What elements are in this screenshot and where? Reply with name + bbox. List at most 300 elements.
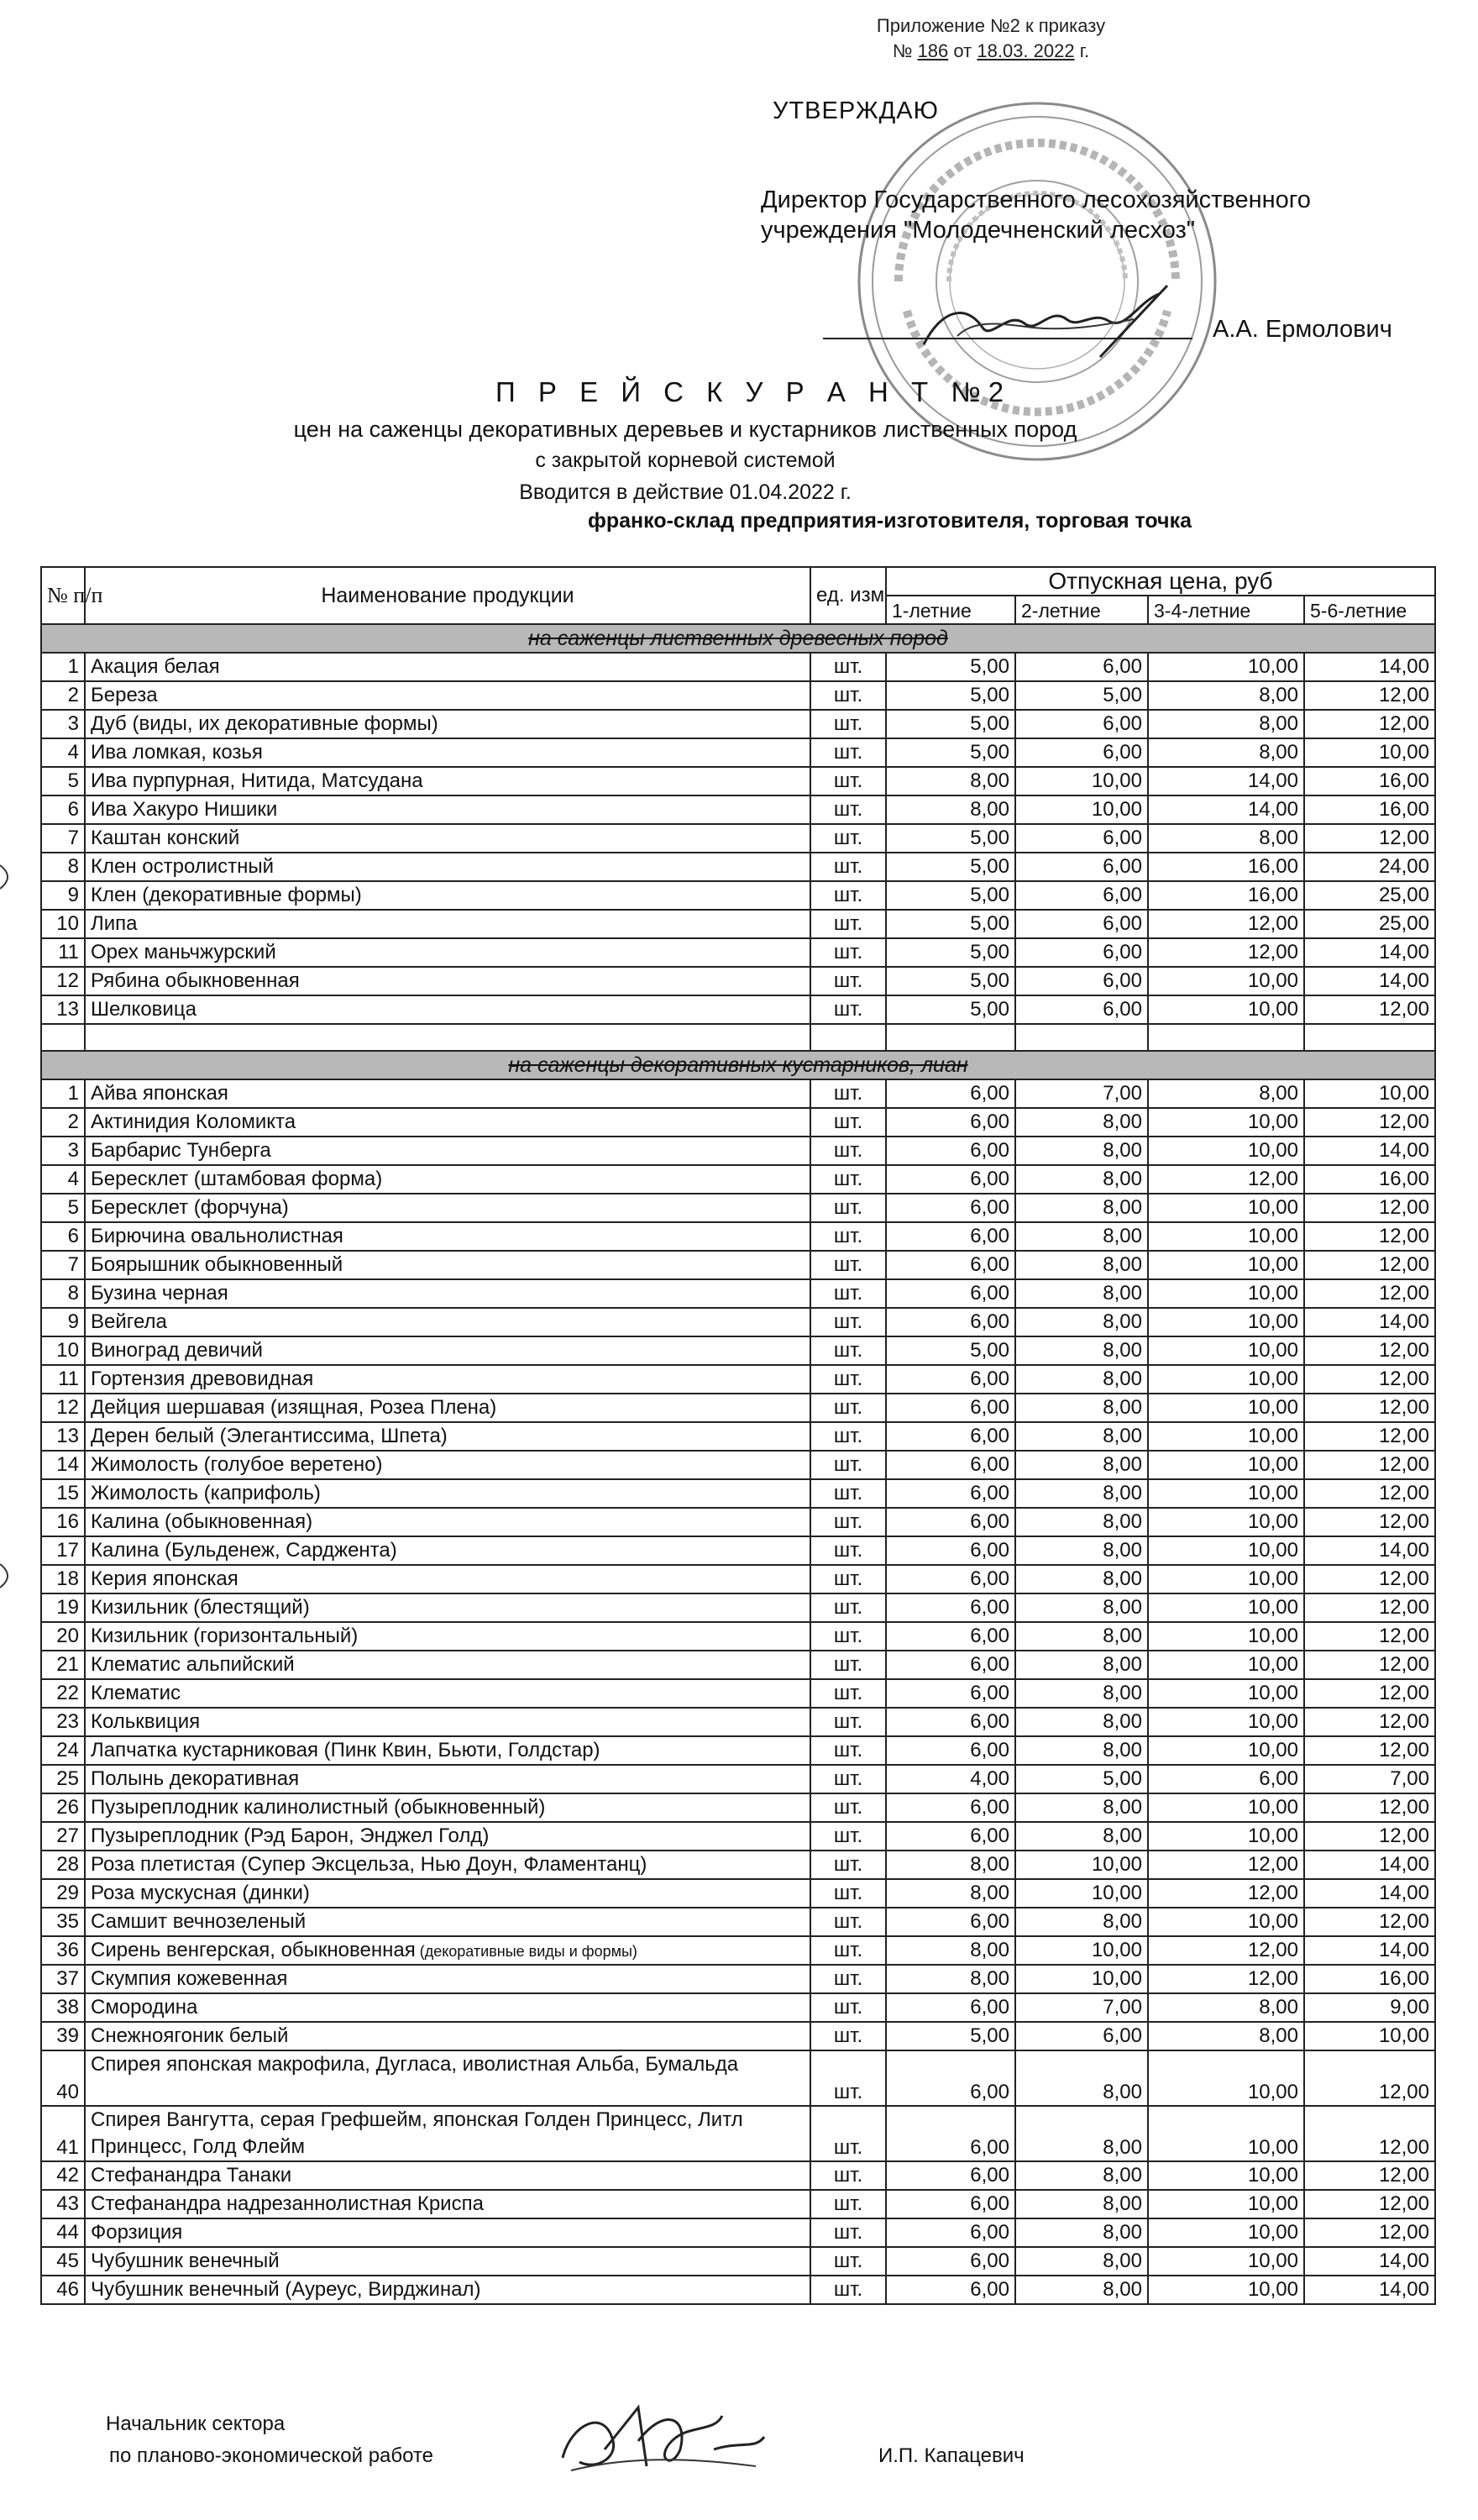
price-5-6-year: 12,00 [1304,1908,1435,1936]
price-1-year: 6,00 [886,1165,1015,1194]
price-1-year: 8,00 [886,1936,1015,1965]
table-row [41,1965,1435,1993]
row-number: 38 [41,1993,85,2022]
product-name: Дуб (виды, их декоративные формы) [85,710,810,738]
unit: шт. [810,1422,886,1451]
table-row [41,710,1435,738]
product-name: Пузыреплодник калинолистный (обыкновенный) [85,1793,810,1822]
product-name: Стефанандра Танаки [85,2161,810,2190]
table-row [41,1736,1435,1765]
price-5-6-year: 12,00 [1304,2161,1435,2190]
product-name: Чубушник венечный (Ауреус, Вирджинал) [85,2276,810,2304]
price-1-year: 6,00 [886,1079,1015,1108]
unit: шт. [810,1936,886,1965]
table-row [41,824,1435,853]
product-name: Вейгела [85,1308,810,1336]
price-5-6-year: 12,00 [1304,1822,1435,1851]
price-5-6-year: 12,00 [1304,1279,1435,1308]
price-3-4-year: 10,00 [1148,1708,1304,1736]
price-2-year: 8,00 [1015,1793,1148,1822]
price-5-6-year: 12,00 [1304,1679,1435,1708]
price-1-year: 4,00 [886,1765,1015,1793]
row-number: 3 [41,1137,85,1165]
appendix-line1: Приложение №2 к приказу [876,15,1106,36]
product-name: Чубушник венечный [85,2247,810,2276]
section-heading-trees: на саженцы лиственных древесных пород [41,624,1435,653]
price-1-year: 6,00 [886,1679,1015,1708]
price-1-year: 6,00 [886,1108,1015,1137]
product-name: Сирень венгерская, обыкновенная (декоративные виды и формы) [85,1936,810,1965]
section-heading-shrubs: на саженцы декоративных кустарников, лиан [41,1051,1435,1079]
product-note: (декоративные виды и формы) [415,1942,637,1960]
price-2-year: 8,00 [1015,1822,1148,1851]
price-1-year: 6,00 [886,1993,1015,2022]
row-number: 25 [41,1765,85,1793]
price-1-year: 6,00 [886,2161,1015,2190]
row-number: 16 [41,1508,85,1536]
table-row [41,2022,1435,2050]
row-number: 18 [41,1565,85,1593]
price-2-year: 8,00 [1015,1308,1148,1336]
price-2-year: 7,00 [1015,1079,1148,1108]
product-name: Дейция шершавая (изящная, Розеа Плена) [85,1394,810,1422]
unit: шт. [810,1079,886,1108]
unit: шт. [810,2106,886,2161]
price-3-4-year: 10,00 [1148,995,1304,1024]
row-number: 44 [41,2218,85,2247]
unit: шт. [810,967,886,995]
table-row [41,1879,1435,1908]
price-1-year: 6,00 [886,1593,1015,1622]
row-number: 43 [41,2190,85,2218]
table-row [41,1765,1435,1793]
footer-name: И.П. Капацевич [878,2444,1025,2467]
price-1-year: 5,00 [886,910,1015,938]
price-5-6-year: 16,00 [1304,1965,1435,1993]
appendix-line2 [840,39,1142,64]
price-5-6-year: 16,00 [1304,795,1435,824]
price-1-year: 6,00 [886,1479,1015,1508]
price-5-6-year: 12,00 [1304,1793,1435,1822]
column-header-name: Наименование продукции [85,567,810,624]
signature-line [823,338,1192,339]
table-row [41,1593,1435,1622]
price-1-year: 6,00 [886,1137,1015,1165]
price-5-6-year: 12,00 [1304,710,1435,738]
appendix-number: 186 [917,40,949,61]
product-name: Актинидия Коломикта [85,1108,810,1137]
price-1-year: 5,00 [886,738,1015,767]
column-header-year: 2-летние [1015,596,1148,624]
price-3-4-year: 8,00 [1148,824,1304,853]
unit: шт. [810,1451,886,1479]
product-name: Спирея Вангутта, серая Грефшейм, японская Голден Принцесс, Литл Принцесс, Голд Флейм [85,2106,810,2161]
price-1-year: 5,00 [886,881,1015,910]
unit: шт. [810,1765,886,1793]
price-1-year: 6,00 [886,1194,1015,1222]
price-3-4-year: 6,00 [1148,1765,1304,1793]
product-name: Дерен белый (Элегантиссима, Шпета) [85,1422,810,1451]
price-1-year: 5,00 [886,710,1015,738]
product-name: Спирея японская макрофила, Дугласа, иволистная Альба, Бумальда [85,2050,810,2106]
product-name: Береза [85,681,810,710]
table-row [41,1936,1435,1965]
unit: шт. [810,853,886,881]
table-row [41,881,1435,910]
product-name: Роза плетистая (Супер Эксцельза, Нью Доун, Фламентанц) [85,1851,810,1879]
unit: шт. [810,1222,886,1251]
row-number: 10 [41,910,85,938]
column-header-unit: ед. изм [810,567,886,624]
price-3-4-year: 10,00 [1148,1365,1304,1394]
row-number: 1 [41,653,85,681]
price-1-year: 6,00 [886,1308,1015,1336]
row-number: 2 [41,681,85,710]
row-number: 12 [41,967,85,995]
price-3-4-year: 10,00 [1148,1565,1304,1593]
price-1-year: 6,00 [886,2106,1015,2161]
unit: шт. [810,1708,886,1736]
price-2-year: 6,00 [1015,967,1148,995]
row-number: 20 [41,1622,85,1651]
price-2-year: 8,00 [1015,1108,1148,1137]
document-title: П Р Е Й С К У Р А Н Т №2 [495,376,1012,407]
price-5-6-year: 10,00 [1304,1079,1435,1108]
price-2-year: 8,00 [1015,1365,1148,1394]
price-3-4-year: 10,00 [1148,1508,1304,1536]
price-1-year: 6,00 [886,1536,1015,1565]
price-2-year: 7,00 [1015,1993,1148,2022]
product-name: Смородина [85,1993,810,2022]
product-name: Ива ломкая, козья [85,738,810,767]
price-table [40,566,1436,2305]
unit: шт. [810,1993,886,2022]
row-number: 5 [41,767,85,795]
table-row [41,2190,1435,2218]
table-row [41,938,1435,967]
product-name: Орех маньчжурский [85,938,810,967]
product-name: Гортензия древовидная [85,1365,810,1394]
price-3-4-year: 14,00 [1148,795,1304,824]
price-1-year: 8,00 [886,795,1015,824]
price-5-6-year: 14,00 [1304,2276,1435,2304]
price-5-6-year: 24,00 [1304,853,1435,881]
scan-edge-mark [0,1561,20,1591]
row-number: 41 [41,2106,85,2161]
price-2-year: 8,00 [1015,1394,1148,1422]
footer-position-line1: Начальник сектора [106,2412,286,2435]
effective-date: Вводится в действие 01.04.2022 г. [519,480,852,504]
table-row [41,1793,1435,1822]
price-3-4-year: 10,00 [1148,1108,1304,1137]
product-name: Ива пурпурная, Нитида, Матсудана [85,767,810,795]
price-5-6-year: 12,00 [1304,1451,1435,1479]
row-number: 35 [41,1908,85,1936]
unit: шт. [810,1336,886,1365]
row-number: 9 [41,1308,85,1336]
row-number: 2 [41,1108,85,1137]
unit: шт. [810,1394,886,1422]
price-1-year: 6,00 [886,1908,1015,1936]
price-2-year: 8,00 [1015,2050,1148,2106]
unit: шт. [810,738,886,767]
price-5-6-year: 12,00 [1304,1651,1435,1679]
table-row [41,2161,1435,2190]
price-1-year: 5,00 [886,2022,1015,2050]
row-number: 4 [41,738,85,767]
price-1-year: 8,00 [886,1851,1015,1879]
price-1-year: 5,00 [886,1336,1015,1365]
price-3-4-year: 10,00 [1148,1622,1304,1651]
price-2-year: 8,00 [1015,1422,1148,1451]
unit: шт. [810,824,886,853]
row-number: 29 [41,1879,85,1908]
unit: шт. [810,767,886,795]
price-5-6-year: 12,00 [1304,1108,1435,1137]
table-row [41,1479,1435,1508]
approver-position-line2: учреждения "Молодечненский лесхоз" [761,217,1196,244]
price-2-year: 10,00 [1015,1965,1148,1993]
price-3-4-year: 10,00 [1148,1279,1304,1308]
price-1-year: 5,00 [886,967,1015,995]
appendix-date: 18.03. 2022 [977,40,1075,61]
unit: шт. [810,653,886,681]
row-number: 40 [41,2050,85,2106]
row-number: 8 [41,1279,85,1308]
product-name: Калина (обыкновенная) [85,1508,810,1536]
price-5-6-year: 12,00 [1304,1736,1435,1765]
footer-position-line2: по планово-экономической работе [109,2444,434,2467]
price-1-year: 6,00 [886,2218,1015,2247]
price-2-year: 8,00 [1015,2247,1148,2276]
price-1-year: 6,00 [886,1451,1015,1479]
unit: шт. [810,2161,886,2190]
row-number: 42 [41,2161,85,2190]
delivery-terms: франко-склад предприятия-изготовителя, торговая точка [588,509,1192,533]
price-3-4-year: 10,00 [1148,1793,1304,1822]
unit: шт. [810,1279,886,1308]
price-2-year: 8,00 [1015,1336,1148,1365]
unit: шт. [810,1536,886,1565]
product-name: Бересклет (форчуна) [85,1194,810,1222]
price-3-4-year: 10,00 [1148,2276,1304,2304]
price-2-year: 8,00 [1015,1451,1148,1479]
price-1-year: 5,00 [886,938,1015,967]
product-name: Клен остролистный [85,853,810,881]
table-row [41,1851,1435,1879]
price-3-4-year: 12,00 [1148,1851,1304,1879]
price-5-6-year: 14,00 [1304,938,1435,967]
price-5-6-year: 10,00 [1304,738,1435,767]
price-2-year: 8,00 [1015,1194,1148,1222]
price-1-year: 5,00 [886,653,1015,681]
row-number: 17 [41,1536,85,1565]
row-number: 36 [41,1936,85,1965]
column-header-year: 1-летние [886,596,1015,624]
price-2-year: 10,00 [1015,767,1148,795]
price-5-6-year: 12,00 [1304,2218,1435,2247]
price-5-6-year: 12,00 [1304,1708,1435,1736]
product-name: Клен (декоративные формы) [85,881,810,910]
product-name: Бузина черная [85,1279,810,1308]
table-row [41,1137,1435,1165]
price-5-6-year: 12,00 [1304,1251,1435,1279]
price-5-6-year: 12,00 [1304,1194,1435,1222]
unit: шт. [810,1508,886,1536]
unit: шт. [810,1908,886,1936]
product-name: Боярышник обыкновенный [85,1251,810,1279]
price-2-year: 8,00 [1015,1736,1148,1765]
table-row [41,1622,1435,1651]
price-1-year: 6,00 [886,1736,1015,1765]
price-3-4-year: 10,00 [1148,2190,1304,2218]
unit: шт. [810,1137,886,1165]
price-1-year: 6,00 [886,2050,1015,2106]
unit: шт. [810,1165,886,1194]
table-row [41,995,1435,1024]
price-5-6-year: 12,00 [1304,1479,1435,1508]
price-5-6-year: 16,00 [1304,767,1435,795]
unit: шт. [810,1308,886,1336]
section-heading-row [41,1051,1435,1079]
price-5-6-year: 12,00 [1304,2190,1435,2218]
product-name: Липа [85,910,810,938]
price-3-4-year: 10,00 [1148,1736,1304,1765]
unit: шт. [810,1879,886,1908]
unit: шт. [810,1793,886,1822]
unit: шт. [810,1108,886,1137]
price-3-4-year: 10,00 [1148,2050,1304,2106]
economist-signature [546,2391,781,2483]
table-row [41,1822,1435,1851]
unit: шт. [810,1365,886,1394]
unit: шт. [810,710,886,738]
empty-row [41,1024,1435,1051]
table-row [41,2247,1435,2276]
price-5-6-year: 12,00 [1304,2050,1435,2106]
column-header-year: 3-4-летние [1148,596,1304,624]
price-2-year: 10,00 [1015,1936,1148,1965]
price-5-6-year: 14,00 [1304,653,1435,681]
product-name: Снежноягоник белый [85,2022,810,2050]
product-name: Айва японская [85,1079,810,1108]
price-1-year: 5,00 [886,995,1015,1024]
price-2-year: 8,00 [1015,1508,1148,1536]
product-name: Калина (Бульденеж, Сарджента) [85,1536,810,1565]
table-row [41,1279,1435,1308]
price-1-year: 6,00 [886,1222,1015,1251]
price-5-6-year: 12,00 [1304,2106,1435,2161]
table-row [41,1565,1435,1593]
price-3-4-year: 10,00 [1148,1679,1304,1708]
table-row [41,1108,1435,1137]
product-name: Жимолость (каприфоль) [85,1479,810,1508]
price-2-year: 8,00 [1015,2218,1148,2247]
table-row [41,2276,1435,2304]
price-5-6-year: 12,00 [1304,995,1435,1024]
unit: шт. [810,1565,886,1593]
price-5-6-year: 9,00 [1304,1993,1435,2022]
table-row [41,1651,1435,1679]
price-3-4-year: 10,00 [1148,1479,1304,1508]
price-3-4-year: 10,00 [1148,1222,1304,1251]
price-2-year: 8,00 [1015,1593,1148,1622]
price-3-4-year: 8,00 [1148,2022,1304,2050]
unit: шт. [810,2218,886,2247]
price-2-year: 8,00 [1015,1622,1148,1651]
price-3-4-year: 10,00 [1148,2106,1304,2161]
unit: шт. [810,2247,886,2276]
price-2-year: 8,00 [1015,1137,1148,1165]
unit: шт. [810,795,886,824]
price-2-year: 6,00 [1015,938,1148,967]
price-1-year: 8,00 [886,1879,1015,1908]
unit: шт. [810,2022,886,2050]
table-row [41,681,1435,710]
row-number: 45 [41,2247,85,2276]
table-header-row [41,567,1435,596]
appendix-year-suffix: г. [1079,40,1090,61]
product-name: Бирючина овальнолистная [85,1222,810,1251]
unit: шт. [810,1965,886,1993]
price-5-6-year: 10,00 [1304,2022,1435,2050]
price-2-year: 10,00 [1015,795,1148,824]
row-number: 15 [41,1479,85,1508]
price-3-4-year: 12,00 [1148,1965,1304,1993]
unit: шт. [810,881,886,910]
row-number: 7 [41,1251,85,1279]
row-number: 4 [41,1165,85,1194]
row-number: 11 [41,1365,85,1394]
column-header-year: 5-6-летние [1304,596,1435,624]
price-5-6-year: 25,00 [1304,910,1435,938]
price-5-6-year: 12,00 [1304,1222,1435,1251]
price-3-4-year: 8,00 [1148,681,1304,710]
row-number: 10 [41,1336,85,1365]
price-2-year: 10,00 [1015,1879,1148,1908]
table-row [41,1222,1435,1251]
price-3-4-year: 10,00 [1148,967,1304,995]
price-3-4-year: 10,00 [1148,653,1304,681]
row-number: 14 [41,1451,85,1479]
price-3-4-year: 8,00 [1148,738,1304,767]
unit: шт. [810,2050,886,2106]
price-3-4-year: 10,00 [1148,1593,1304,1622]
row-number: 6 [41,1222,85,1251]
table-row [41,967,1435,995]
price-2-year: 6,00 [1015,995,1148,1024]
row-number: 12 [41,1394,85,1422]
product-name: Керия японская [85,1565,810,1593]
price-1-year: 6,00 [886,1422,1015,1451]
price-3-4-year: 10,00 [1148,2161,1304,2190]
row-number: 9 [41,881,85,910]
price-3-4-year: 14,00 [1148,767,1304,795]
row-number: 13 [41,1422,85,1451]
price-2-year: 8,00 [1015,2276,1148,2304]
approver-position [761,185,1399,245]
price-5-6-year: 25,00 [1304,881,1435,910]
price-5-6-year: 14,00 [1304,967,1435,995]
product-name: Стефанандра надрезаннолистная Криспа [85,2190,810,2218]
price-1-year: 6,00 [886,1279,1015,1308]
column-header-number: № п/п [41,567,85,624]
product-name: Клематис альпийский [85,1651,810,1679]
unit: шт. [810,2190,886,2218]
price-3-4-year: 10,00 [1148,1651,1304,1679]
product-name: Пузыреплодник (Рэд Барон, Энджел Голд) [85,1822,810,1851]
unit: шт. [810,910,886,938]
